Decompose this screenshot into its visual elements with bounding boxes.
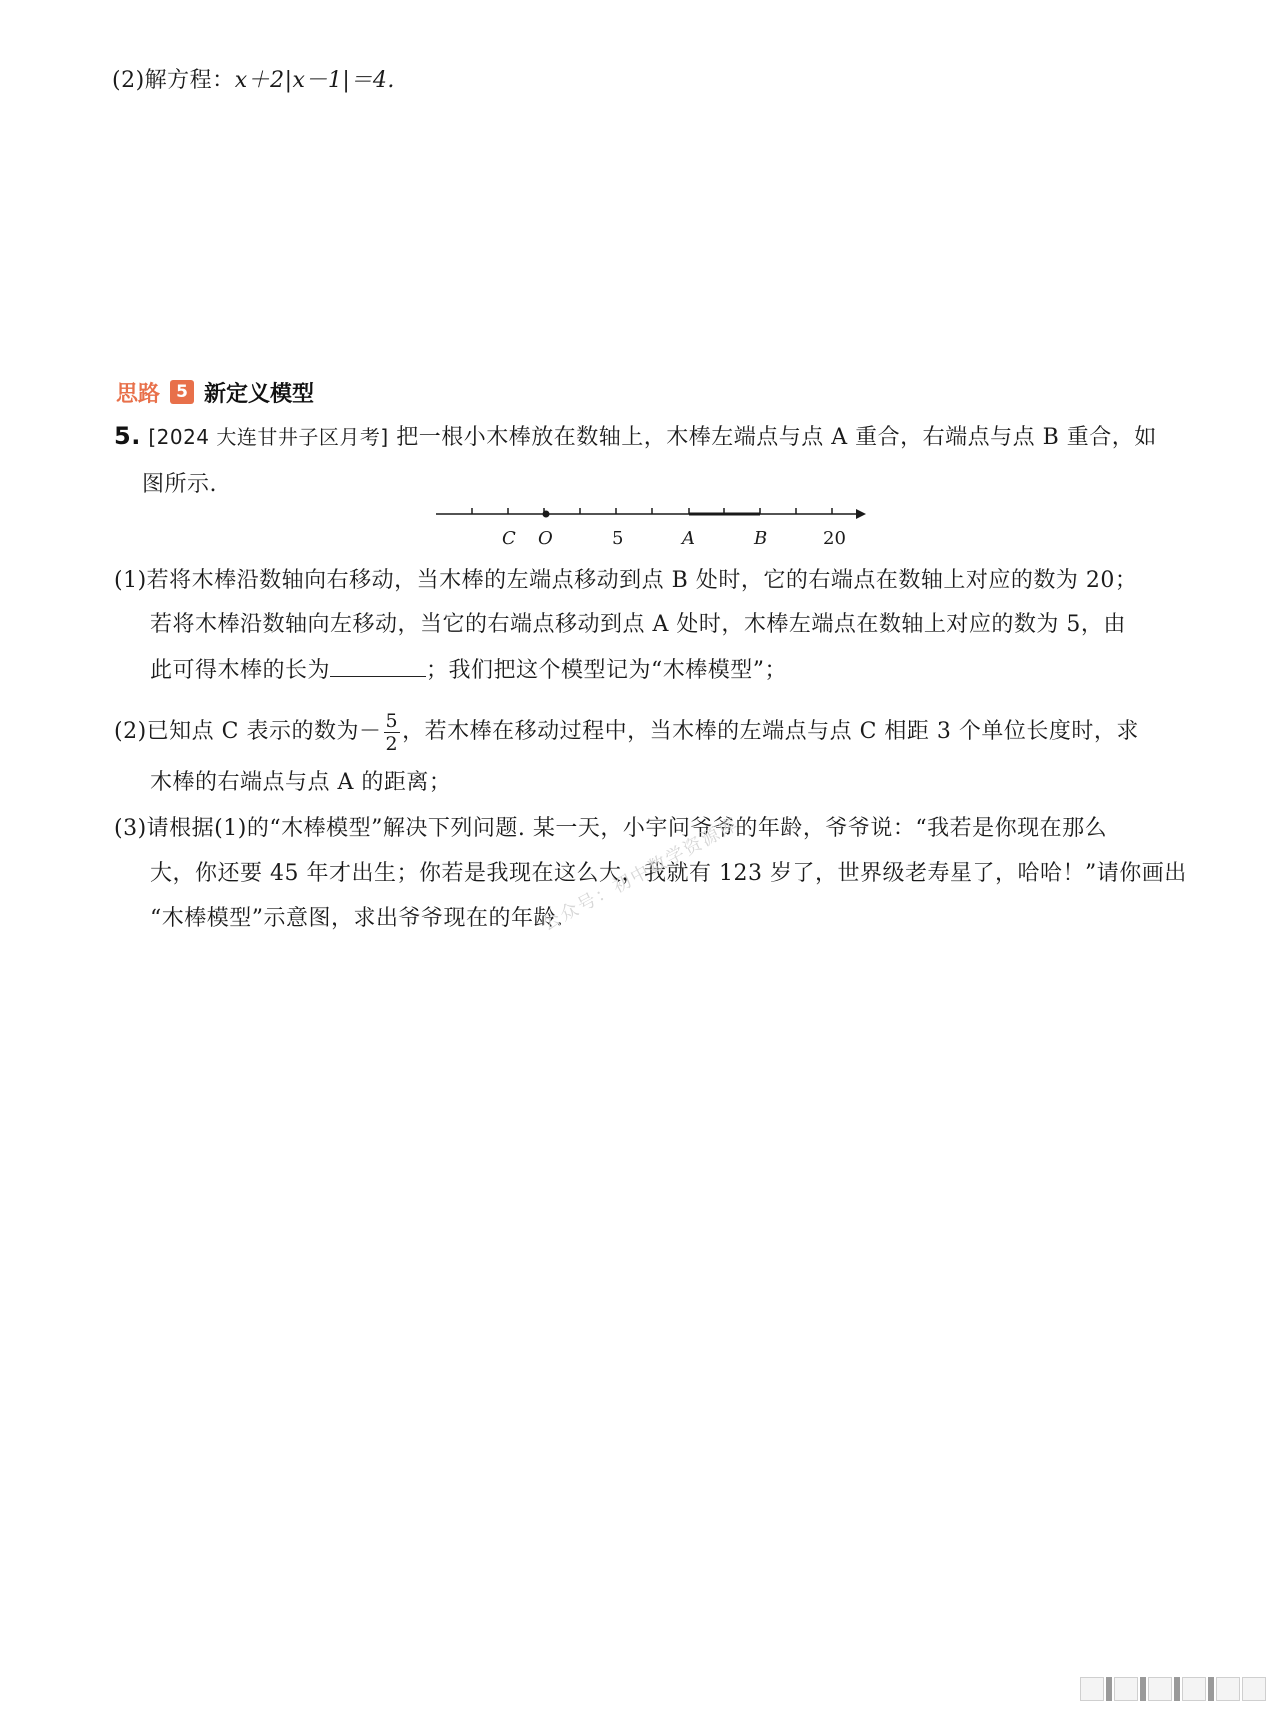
part1-line2 [150, 610, 1126, 640]
footer-marks [1078, 1677, 1266, 1701]
part1-text3-before: 此可得木棒的长为 [150, 658, 331, 683]
part2-line1 [114, 708, 1139, 756]
part3-text3: “木棒模型”示意图，求出爷爷现在的年龄. [150, 906, 564, 931]
axis-ticks [472, 508, 832, 514]
q5-intro-text2: 图所示. [142, 472, 217, 497]
q4-part2-prefix: 解方程： [144, 68, 235, 93]
footer-mark [1140, 1677, 1146, 1701]
part2-line2 [150, 768, 451, 798]
footer-mark [1148, 1677, 1172, 1701]
label-O: O [538, 528, 553, 549]
label-20: 20 [823, 528, 846, 549]
watermark: 公众号：初中数学资源库 [538, 813, 743, 936]
footer-mark [1216, 1677, 1240, 1701]
footer-mark [1174, 1677, 1180, 1701]
part2-text2: 木棒的右端点与点 A 的距离； [150, 770, 452, 795]
footer-mark [1106, 1677, 1112, 1701]
part3-text2: 大，你还要 45 年才出生；你若是我现在这么大，我就有 123 岁了，世界级老寿星了，哈哈！”请你画出 [150, 861, 1187, 886]
q5-intro-text1: 把一根小木棒放在数轴上，木棒左端点与点 A 重合，右端点与点 B 重合，如 [396, 425, 1157, 450]
part3-label: (3) [114, 816, 147, 841]
footer-mark [1242, 1677, 1266, 1701]
q4-part2 [112, 66, 395, 96]
part1-text1: 若将木棒沿数轴向右移动，当木棒的左端点移动到点 B 处时，它的右端点在数轴上对应的数为 20； [146, 568, 1138, 593]
section-path-label: 思路 [116, 381, 161, 407]
part2-label: (2) [114, 719, 147, 744]
label-A: A [682, 528, 695, 549]
q5-intro-line1 [114, 421, 1157, 453]
footer-mark [1114, 1677, 1138, 1701]
origin-point [543, 511, 550, 518]
footer-mark [1208, 1677, 1214, 1701]
footer-mark [1182, 1677, 1206, 1701]
part1-line3 [150, 654, 787, 686]
fraction [384, 710, 401, 755]
q4-part2-equation: x＋2|x－1|＝4. [234, 68, 395, 93]
q4-part2-label: (2) [112, 68, 145, 93]
part1-text3-after: ；我们把这个模型记为“木棒模型”； [426, 658, 788, 683]
section-header [116, 376, 314, 408]
question-source: [2024 大连甘井子区月考] [148, 425, 389, 449]
part1-label: (1) [114, 568, 147, 593]
part1-line1 [114, 566, 1137, 596]
part2-text1-before: 已知点 C 表示的数为－ [146, 719, 382, 744]
part3-text1: 请根据(1)的“木棒模型”解决下列问题. 某一天，小宇问爷爷的年龄，爷爷说：“我若是你现在那么 [146, 816, 1108, 841]
axis-arrow [856, 509, 866, 519]
fraction-numerator: 5 [385, 709, 399, 732]
part3-line1 [114, 814, 1107, 844]
q5-intro-line2 [142, 470, 217, 500]
label-B: B [754, 528, 768, 549]
section-title: 新定义模型 [204, 381, 315, 407]
part1-text2: 若将木棒沿数轴向左移动，当它的右端点移动到点 A 处时，木棒左端点在数轴上对应的数为 5，由 [150, 612, 1126, 637]
label-C: C [502, 528, 516, 549]
footer-mark [1080, 1677, 1104, 1701]
part3-line3 [150, 904, 564, 934]
number-line-figure [0, 502, 1280, 572]
fraction-denominator: 2 [385, 732, 399, 755]
answer-blank[interactable] [330, 654, 426, 677]
section-number-badge: 5 [170, 380, 194, 404]
question-number: 5. [114, 422, 141, 450]
part2-text1-after: ，若木棒在移动过程中，当木棒的左端点与点 C 相距 3 个单位长度时，求 [402, 719, 1139, 744]
label-5: 5 [612, 528, 624, 549]
